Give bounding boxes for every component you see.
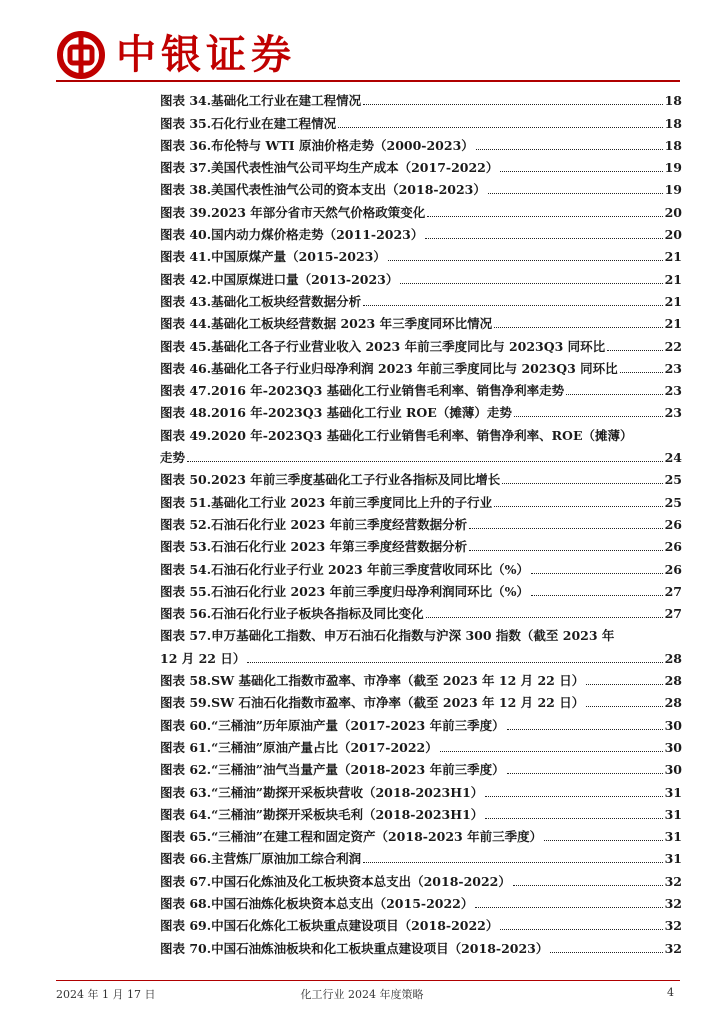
toc-entry[interactable] xyxy=(160,465,682,487)
toc-figure-title: “三桶油”勘探开采板块毛利（2018-2023H1） xyxy=(211,806,484,822)
toc-page-number: 21 xyxy=(664,293,682,309)
toc-figure-title: 2023 年前三季度基础化工子行业各指标及同比增长 xyxy=(211,472,501,488)
toc-entry[interactable] xyxy=(160,220,682,242)
toc-page-number: 31 xyxy=(664,806,682,822)
toc-entry[interactable] xyxy=(160,487,682,509)
toc-entry[interactable] xyxy=(160,866,682,888)
toc-dot-leader xyxy=(507,773,663,774)
toc-page-number: 30 xyxy=(664,762,682,778)
toc-page-number: 27 xyxy=(664,606,682,622)
toc-figure-number: 图表 58. xyxy=(160,673,212,689)
toc-entry[interactable] xyxy=(160,197,682,219)
toc-dot-leader xyxy=(531,595,663,596)
toc-dot-leader xyxy=(187,461,663,462)
toc-dot-leader xyxy=(388,260,663,261)
toc-figure-title: 基础化工板块经营数据 2023 年三季度同环比情况 xyxy=(211,316,493,332)
toc-page-number: 26 xyxy=(664,561,682,577)
toc-figure-title: 中国原煤进口量（2013-2023） xyxy=(211,271,399,287)
toc-dot-leader xyxy=(488,193,663,194)
toc-page-number: 31 xyxy=(664,829,682,845)
toc-figure-number: 图表 63. xyxy=(160,784,212,800)
toc-figure-number: 图表 39. xyxy=(160,204,212,220)
toc-page-number: 32 xyxy=(664,873,682,889)
toc-dot-leader xyxy=(607,350,662,351)
toc-page-number: 28 xyxy=(664,695,682,711)
toc-dot-leader xyxy=(531,573,663,574)
brand-name: 中银证券 xyxy=(116,32,296,78)
toc-dot-leader xyxy=(425,238,662,239)
toc-page-number: 32 xyxy=(664,895,682,911)
toc-entry[interactable] xyxy=(160,777,682,799)
toc-figure-title: 基础化工板块经营数据分析 xyxy=(211,293,362,309)
toc-dot-leader xyxy=(500,929,662,930)
toc-entry[interactable] xyxy=(160,131,682,153)
toc-entry[interactable] xyxy=(160,242,682,264)
toc-figure-number: 图表 50. xyxy=(160,472,212,488)
toc-entry[interactable] xyxy=(160,621,682,666)
toc-dot-leader xyxy=(476,149,663,150)
toc-dot-leader xyxy=(247,662,662,663)
toc-page-number: 25 xyxy=(664,494,682,510)
toc-entry[interactable] xyxy=(160,420,682,465)
toc-figure-title: 基础化工各子行业营业收入 2023 年前三季度同比与 2023Q3 同环比 xyxy=(211,338,606,354)
toc-figure-number: 图表 65. xyxy=(160,829,212,845)
toc-page-number: 23 xyxy=(664,383,682,399)
page-header xyxy=(0,0,724,82)
toc-figure-title: 申万基础化工指数、申万石油石化指数与沪深 300 指数（截至 2023 年 xyxy=(211,628,615,644)
toc-page-number: 24 xyxy=(664,450,682,466)
toc-page-number: 18 xyxy=(664,115,682,131)
toc-figure-number: 图表 56. xyxy=(160,606,212,622)
toc-figure-title: 石油石化行业 2023 年第三季度经营数据分析 xyxy=(211,539,468,555)
toc-figure-title: “三桶油”原油产量占比（2017-2022） xyxy=(211,739,438,755)
toc-entry[interactable] xyxy=(160,532,682,554)
toc-entry[interactable] xyxy=(160,510,682,532)
toc-dot-leader xyxy=(485,796,662,797)
toc-entry[interactable] xyxy=(160,710,682,732)
footer-date: 2024 年 1 月 17 日 xyxy=(56,988,156,1001)
toc-figure-number: 图表 61. xyxy=(160,739,212,755)
toc-figure-title: “三桶油”油气当量产量（2018-2023 年前三季度） xyxy=(211,762,505,778)
toc-dot-leader xyxy=(550,952,662,953)
toc-figure-number: 图表 60. xyxy=(160,717,212,733)
toc-page-number: 21 xyxy=(664,249,682,265)
toc-figure-number: 图表 64. xyxy=(160,806,212,822)
toc-figure-number: 图表 53. xyxy=(160,539,212,555)
toc-figure-number: 图表 38. xyxy=(160,182,212,198)
toc-page-number: 30 xyxy=(664,717,682,733)
toc-entry[interactable] xyxy=(160,398,682,420)
boc-logo-icon xyxy=(56,30,106,80)
toc-figure-title: 2016 年-2023Q3 基础化工行业销售毛利率、销售净利率走势 xyxy=(211,383,565,399)
toc-figure-number: 图表 34. xyxy=(160,93,212,109)
toc-page-number: 32 xyxy=(664,918,682,934)
toc-figure-number: 图表 66. xyxy=(160,851,212,867)
toc-dot-leader xyxy=(440,751,663,752)
footer-divider xyxy=(56,980,680,981)
toc-dot-leader xyxy=(513,885,663,886)
toc-dot-leader xyxy=(544,840,662,841)
toc-figure-number: 图表 62. xyxy=(160,762,212,778)
toc-figure-number: 图表 52. xyxy=(160,516,212,532)
toc-figure-number: 图表 44. xyxy=(160,316,212,332)
toc-figure-number: 图表 57. xyxy=(160,628,212,644)
toc-figure-title: 中国石化炼油及化工板块资本总支出（2018-2022） xyxy=(211,873,511,889)
toc-dot-leader xyxy=(485,818,662,819)
toc-page-number: 20 xyxy=(664,204,682,220)
toc-figure-title: 中国石油炼化板块资本总支出（2015-2022） xyxy=(211,895,474,911)
toc-entry[interactable] xyxy=(160,666,682,688)
footer-doc-title: 化工行业 2024 年度策略 xyxy=(300,988,424,1001)
figure-index xyxy=(160,86,682,956)
toc-entry[interactable] xyxy=(160,822,682,844)
toc-entry[interactable] xyxy=(160,688,682,710)
toc-figure-title: 美国代表性油气公司平均生产成本（2017-2022） xyxy=(211,160,499,176)
toc-figure-title: 基础化工各子行业归母净利润 2023 年前三季度同比与 2023Q3 同环比 xyxy=(211,360,618,376)
toc-figure-number: 图表 45. xyxy=(160,338,212,354)
toc-figure-number: 图表 36. xyxy=(160,137,212,153)
toc-dot-leader xyxy=(363,862,662,863)
toc-figure-title: 2016 年-2023Q3 基础化工行业 ROE（摊薄）走势 xyxy=(211,405,512,421)
toc-page-number: 31 xyxy=(664,784,682,800)
toc-figure-number: 图表 68. xyxy=(160,895,212,911)
toc-entry[interactable] xyxy=(160,287,682,309)
toc-figure-number: 图表 59. xyxy=(160,695,212,711)
toc-entry[interactable] xyxy=(160,309,682,331)
toc-entry[interactable] xyxy=(160,577,682,599)
toc-page-number: 30 xyxy=(664,739,682,755)
toc-page-number: 19 xyxy=(664,160,682,176)
toc-page-number: 26 xyxy=(664,516,682,532)
toc-figure-number: 图表 49. xyxy=(160,427,212,443)
toc-figure-title: 中国原煤产量（2015-2023） xyxy=(211,249,386,265)
footer-page-number: 4 xyxy=(667,986,674,999)
toc-figure-number: 图表 40. xyxy=(160,227,212,243)
toc-figure-number: 图表 35. xyxy=(160,115,212,131)
toc-entry[interactable] xyxy=(160,911,682,933)
toc-figure-title: 中国石油炼油板块和化工板块重点建设项目（2018-2023） xyxy=(211,940,549,956)
toc-page-number: 21 xyxy=(664,271,682,287)
toc-figure-number: 图表 41. xyxy=(160,249,212,265)
toc-dot-leader xyxy=(494,327,662,328)
toc-page-number: 28 xyxy=(664,673,682,689)
toc-figure-number: 图表 55. xyxy=(160,583,212,599)
toc-dot-leader xyxy=(586,706,662,707)
toc-entry[interactable] xyxy=(160,108,682,130)
toc-page-number: 23 xyxy=(664,405,682,421)
toc-page-number: 18 xyxy=(664,137,682,153)
toc-entry[interactable] xyxy=(160,554,682,576)
toc-entry[interactable] xyxy=(160,264,682,286)
toc-figure-number: 图表 70. xyxy=(160,940,212,956)
toc-entry[interactable] xyxy=(160,755,682,777)
toc-figure-title-continued: 12 月 22 日） xyxy=(160,650,246,666)
toc-figure-number: 图表 54. xyxy=(160,561,212,577)
toc-page-number: 22 xyxy=(664,338,682,354)
toc-dot-leader xyxy=(426,617,663,618)
toc-figure-title: 石油石化行业子行业 2023 年前三季度营收同环比（%） xyxy=(211,561,529,577)
toc-dot-leader xyxy=(494,506,662,507)
toc-figure-title: 国内动力煤价格走势（2011-2023） xyxy=(211,227,424,243)
toc-figure-title-continued: 走势 xyxy=(160,450,186,466)
toc-page-number: 19 xyxy=(664,182,682,198)
toc-figure-title: “三桶油”在建工程和固定资产（2018-2023 年前三季度） xyxy=(211,829,543,845)
toc-page-number: 26 xyxy=(664,539,682,555)
toc-dot-leader xyxy=(469,528,662,529)
toc-figure-number: 图表 69. xyxy=(160,918,212,934)
toc-figure-title: 石油石化行业子板块各指标及同比变化 xyxy=(211,606,424,622)
toc-page-number: 32 xyxy=(664,940,682,956)
toc-page-number: 27 xyxy=(664,583,682,599)
toc-figure-number: 图表 42. xyxy=(160,271,212,287)
toc-figure-title: 2020 年-2023Q3 基础化工行业销售毛利率、销售净利率、ROE（摊薄） xyxy=(211,427,633,443)
toc-figure-title: 基础化工行业在建工程情况 xyxy=(211,93,362,109)
toc-dot-leader xyxy=(363,305,662,306)
toc-figure-number: 图表 43. xyxy=(160,293,212,309)
toc-entry[interactable] xyxy=(160,733,682,755)
toc-entry[interactable] xyxy=(160,844,682,866)
toc-entry[interactable] xyxy=(160,153,682,175)
toc-figure-number: 图表 51. xyxy=(160,494,212,510)
toc-entry[interactable] xyxy=(160,354,682,376)
toc-dot-leader xyxy=(475,907,662,908)
toc-figure-title: 石油石化行业 2023 年前三季度归母净利润同环比（%） xyxy=(211,583,529,599)
toc-page-number: 21 xyxy=(664,316,682,332)
toc-entry[interactable] xyxy=(160,175,682,197)
toc-page-number: 31 xyxy=(664,851,682,867)
toc-page-number: 28 xyxy=(664,650,682,666)
toc-entry[interactable] xyxy=(160,933,682,955)
toc-page-number: 23 xyxy=(664,360,682,376)
toc-dot-leader xyxy=(502,483,662,484)
toc-figure-title: 基础化工行业 2023 年前三季度同比上升的子行业 xyxy=(211,494,493,510)
toc-page-number: 20 xyxy=(664,227,682,243)
toc-figure-number: 图表 37. xyxy=(160,160,212,176)
toc-dot-leader xyxy=(469,550,662,551)
toc-figure-title: SW 石油石化指数市盈率、市净率（截至 2023 年 12 月 22 日） xyxy=(211,695,585,711)
toc-dot-leader xyxy=(427,216,662,217)
toc-figure-number: 图表 48. xyxy=(160,405,212,421)
toc-figure-title: 中国石化炼化工板块重点建设项目（2018-2022） xyxy=(211,918,499,934)
toc-page-number: 18 xyxy=(664,93,682,109)
toc-entry[interactable] xyxy=(160,376,682,398)
toc-figure-title: 石化行业在建工程情况 xyxy=(211,115,337,131)
toc-figure-title: 主营炼厂原油加工综合利润 xyxy=(211,851,362,867)
toc-dot-leader xyxy=(507,729,663,730)
toc-dot-leader xyxy=(586,684,662,685)
toc-page-number: 25 xyxy=(664,472,682,488)
toc-figure-number: 图表 47. xyxy=(160,383,212,399)
toc-dot-leader xyxy=(363,104,662,105)
toc-dot-leader xyxy=(514,416,663,417)
toc-entry[interactable] xyxy=(160,599,682,621)
toc-dot-leader xyxy=(338,127,662,128)
toc-figure-number: 图表 67. xyxy=(160,873,212,889)
toc-dot-leader xyxy=(620,372,663,373)
toc-figure-title: 布伦特与 WTI 原油价格走势（2000-2023） xyxy=(211,137,474,153)
toc-figure-title: “三桶油”历年原油产量（2017-2023 年前三季度） xyxy=(211,717,505,733)
toc-dot-leader xyxy=(400,283,662,284)
toc-figure-title: SW 基础化工指数市盈率、市净率（截至 2023 年 12 月 22 日） xyxy=(211,673,585,689)
toc-entry[interactable] xyxy=(160,331,682,353)
header-divider xyxy=(56,80,680,82)
toc-dot-leader xyxy=(500,171,662,172)
toc-dot-leader xyxy=(566,394,662,395)
toc-figure-title: “三桶油”勘探开采板块营收（2018-2023H1） xyxy=(211,784,484,800)
toc-entry[interactable] xyxy=(160,889,682,911)
toc-entry[interactable] xyxy=(160,86,682,108)
toc-figure-title: 2023 年部分省市天然气价格政策变化 xyxy=(211,204,426,220)
toc-entry[interactable] xyxy=(160,800,682,822)
toc-figure-title: 美国代表性油气公司的资本支出（2018-2023） xyxy=(211,182,486,198)
toc-figure-title: 石油石化行业 2023 年前三季度经营数据分析 xyxy=(211,516,468,532)
toc-figure-number: 图表 46. xyxy=(160,360,212,376)
